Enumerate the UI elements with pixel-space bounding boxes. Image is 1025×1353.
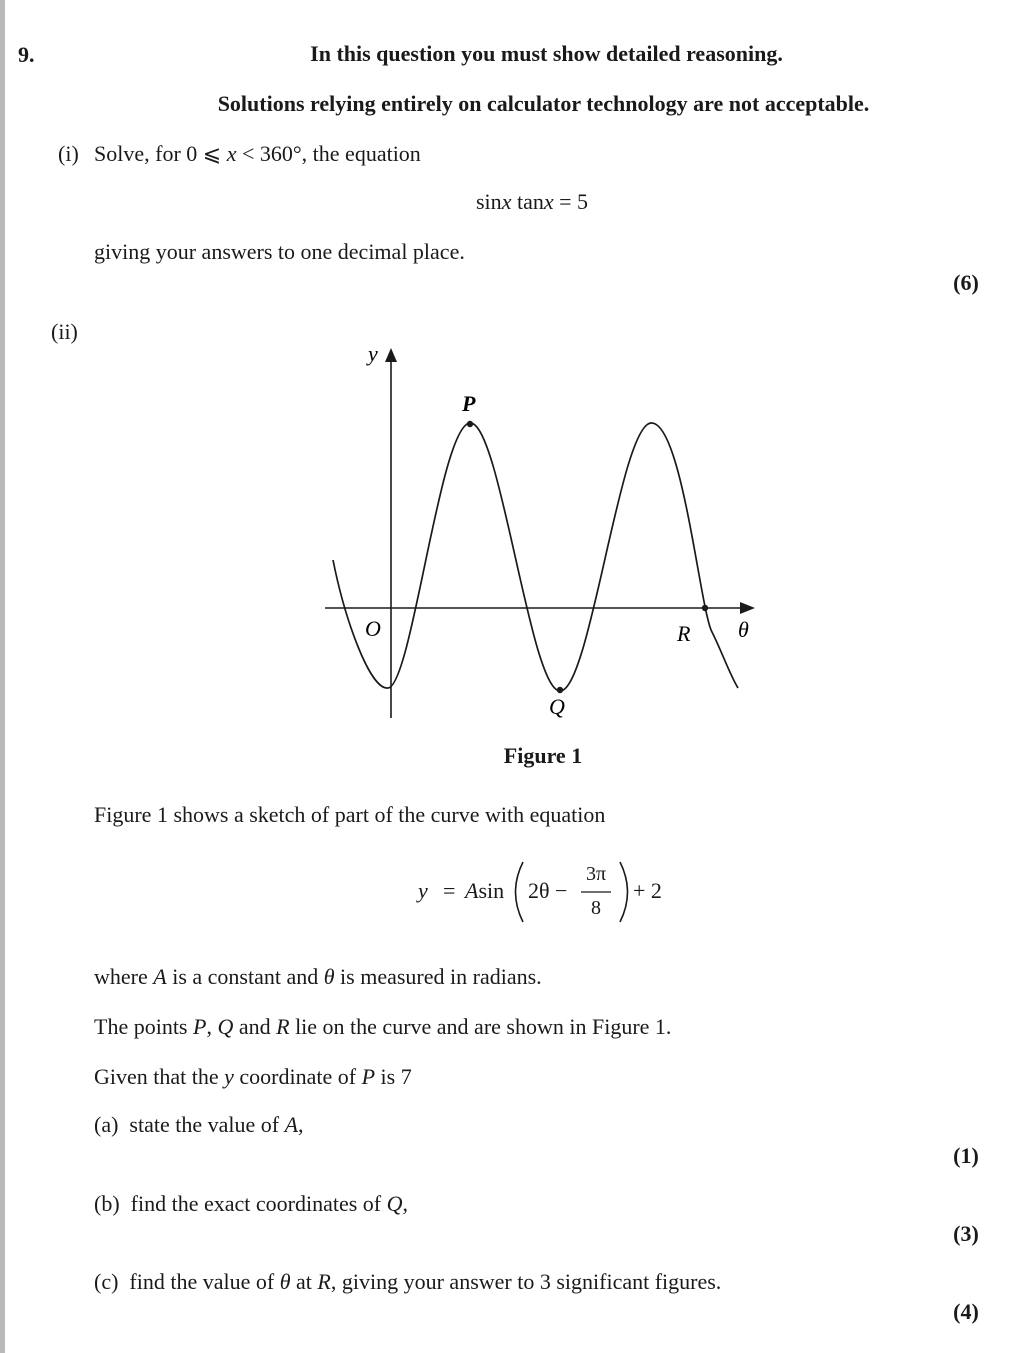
question-number: 9.	[18, 42, 35, 67]
part-a-var: A	[284, 1112, 299, 1137]
part-i-marks: (6)	[953, 270, 979, 295]
part-ii-label: (ii)	[51, 319, 78, 344]
part-a	[94, 1114, 304, 1136]
origin-label: O	[365, 616, 381, 641]
eq-x1: x	[501, 189, 512, 214]
part-b-text: find the exact coordinates of	[130, 1191, 387, 1216]
part-c-end: , giving your answer to 3 significant figures.	[330, 1269, 722, 1294]
part-c-var1: θ	[279, 1269, 291, 1294]
eq-rhs: = 5	[553, 189, 589, 214]
right-paren-icon	[620, 862, 628, 922]
stem-prefix: Solve, for 0 ⩽	[94, 141, 227, 166]
instruction-detailed-reasoning: In this question you must show detailed reasoning.	[310, 41, 783, 66]
figure-intro: Figure 1 shows a sketch of part of the curve with equation	[94, 802, 606, 827]
part-b-end: ,	[402, 1191, 409, 1216]
points-end: lie on the curve and are shown in Figure 1.	[289, 1014, 672, 1039]
part-b-marks: (3)	[953, 1221, 979, 1246]
part-b-label: (b)	[94, 1191, 120, 1216]
part-i-label: (i)	[58, 141, 79, 166]
y-axis-label: y	[368, 341, 378, 366]
points-sep: ,	[206, 1014, 218, 1039]
instruction-calculator: Solutions relying entirely on calculator technology are not acceptable.	[217, 91, 870, 116]
part-c-marks: (4)	[953, 1299, 979, 1324]
eq-equals: =	[443, 878, 456, 903]
part-c-text: find the value of	[129, 1269, 280, 1294]
given-y: y	[224, 1064, 234, 1089]
eq-x2: x	[543, 189, 554, 214]
point-p-label: P	[462, 391, 476, 416]
points-r: R	[276, 1014, 290, 1039]
part-c-var2: R	[317, 1269, 331, 1294]
part-c-label: (c)	[94, 1269, 119, 1294]
where-start: where	[94, 964, 154, 989]
part-a-end: ,	[298, 1112, 304, 1137]
eq-inner: 2θ −	[528, 878, 568, 903]
eq-y: y	[418, 878, 428, 903]
given-start: Given that the	[94, 1064, 225, 1089]
given-mid: coordinate of	[233, 1064, 362, 1089]
eq-frac-num: 3π	[585, 863, 607, 885]
stem-var: x	[226, 141, 237, 166]
part-i-instruction: giving your answers to one decimal place.	[94, 239, 465, 264]
where-end: is measured in radians.	[334, 964, 542, 989]
points-start: The points	[94, 1014, 193, 1039]
point-q-label: Q	[549, 694, 565, 719]
left-paren-icon	[516, 862, 524, 922]
part-a-marks: (1)	[953, 1143, 979, 1168]
stem-suffix: < 360°, the equation	[236, 141, 421, 166]
eq-tail: + 2	[633, 878, 662, 903]
eq-func: sin	[478, 878, 505, 903]
given-end: is 7	[375, 1064, 412, 1089]
where-statement	[94, 966, 542, 988]
where-theta: θ	[323, 964, 335, 989]
eq-coef: A	[465, 878, 479, 903]
where-a: A	[153, 964, 167, 989]
figure-caption: Figure 1	[503, 743, 583, 768]
part-a-label: (a)	[94, 1112, 119, 1137]
part-b-var: Q	[386, 1191, 403, 1216]
part-c	[94, 1271, 721, 1293]
part-c-mid: at	[290, 1269, 318, 1294]
eq-tan: tan	[511, 189, 544, 214]
points-p: P	[193, 1014, 207, 1039]
eq-frac-den: 8	[591, 897, 601, 919]
theta-axis-label: θ	[738, 617, 749, 642]
point-r-label: R	[677, 621, 691, 646]
given-p: P	[361, 1064, 376, 1089]
points-q: Q	[217, 1014, 234, 1039]
points-and: and	[233, 1014, 277, 1039]
points-statement	[94, 1016, 671, 1038]
given-statement	[94, 1066, 412, 1088]
eq-sin: sin	[476, 189, 502, 214]
part-b	[94, 1193, 408, 1215]
where-mid: is a constant and	[166, 964, 324, 989]
part-a-text: state the value of	[129, 1112, 285, 1137]
